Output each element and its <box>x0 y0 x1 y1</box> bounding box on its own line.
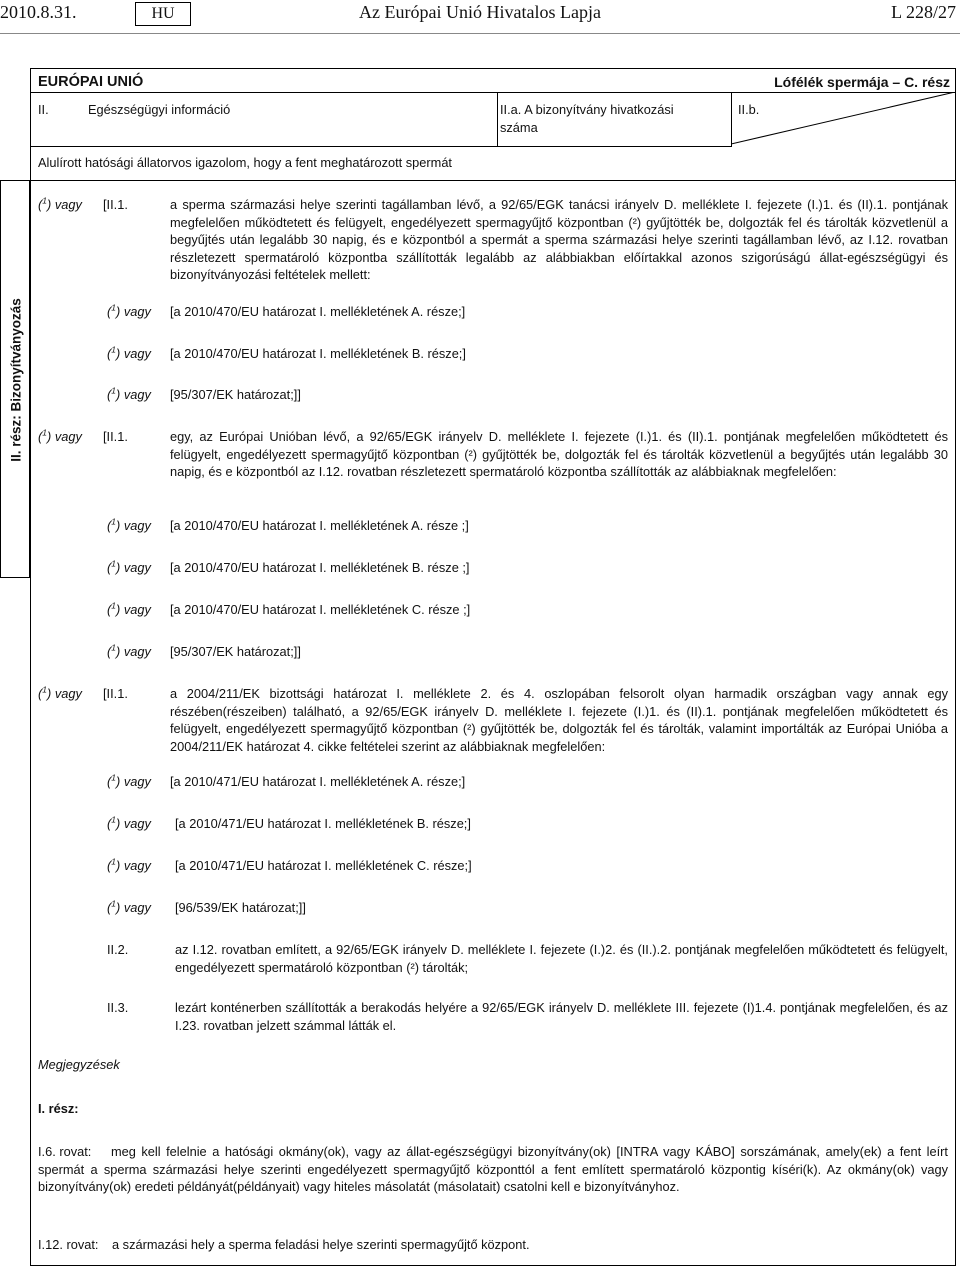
item-number: II.2. <box>107 942 129 957</box>
attestation-rule <box>30 180 956 181</box>
section-2-option: [95/307/EK határozat;]] <box>170 644 301 659</box>
header-col-divider-1 <box>497 92 498 146</box>
journal-title: Az Európai Unió Hivatalos Lapja <box>359 2 601 22</box>
notes-heading: Megjegyzések <box>38 1057 120 1072</box>
section-3-number: [II.1. <box>103 686 128 701</box>
section-3-option: [a 2010/471/EU határozat I. mellékletének B. része;] <box>175 816 471 831</box>
section-3-option: [a 2010/471/EU határozat I. mellékletének A. része;] <box>170 774 466 789</box>
section-2-text: egy, az Európai Unióban lévő, a 92/65/EGK irányelv D. melléklete I. fejezete (I.)1. és (II).1. pontjának megfelelően működtetett és felügyelt, engedélyezett spermagyűjtő központban (²) gyűjtötték be, dolgozták fel és tárolták közvetlenül a begyűjtés után legalább 30 napig, és e központból az I.12. rovatban részletezett spermatároló központba szállították az alábbiaknak megfelelően: <box>170 429 948 480</box>
form-title: Lófélék spermája – C. rész <box>774 74 950 90</box>
section-3-option: [96/539/EK határozat;]] <box>175 900 306 915</box>
attestation-text: Alulírott hatósági állatorvos igazolom, hogy a fent meghatározott spermát <box>38 155 452 170</box>
or-marker: ($^1$) vagy <box>107 814 151 831</box>
section-2-number: [II.1. <box>103 429 128 444</box>
org-label: EURÓPAI UNIÓ <box>38 74 144 90</box>
reference-diagonal <box>731 92 956 146</box>
section-3-option: [a 2010/471/EU határozat I. mellékletének C. része;] <box>175 858 472 873</box>
section-2-option: [a 2010/470/EU határozat I. mellékletének C. része ;] <box>170 602 471 617</box>
section-2-option: [a 2010/470/EU határozat I. mellékletének B. része ;] <box>170 560 470 575</box>
or-marker: ($^1$) vagy <box>38 684 82 701</box>
or-marker: ($^1$) vagy <box>107 772 151 789</box>
item-number: II.3. <box>107 1000 129 1015</box>
section-1-option: [a 2010/470/EU határozat I. mellékletének B. része;] <box>170 346 466 361</box>
item-text: lezárt konténerben szállították a berakodás helyére a 92/65/EGK irányelv D. melléklete III. fejezete (I)1.4. pontjának megfelelően, és az I.23. rovatban jelzett számmal látták el. <box>175 1000 948 1033</box>
or-marker: ($^1$) vagy <box>38 195 82 212</box>
section-1-option: [a 2010/470/EU határozat I. mellékletének A. része;] <box>170 304 466 319</box>
or-marker: ($^1$) vagy <box>107 516 151 533</box>
language-code-box: HU <box>135 2 191 26</box>
section-3-text: a 2004/211/EK bizottsági határozat I. melléklete 2. és 4. oszlopában felsorolt olyan harmadik országban vagy annak egy részében(részeiben) található, a 92/65/EGK irányelv D. melléklete I. fejezete (I.)1. és (II).1. pontjának megfelelően működtetett és felügyelt, engedélyezett spermagyűjtő központban (²) gyűjtötték be, dolgozták fel és tárolták, valamint importálták az Európai Unióba a 2004/211/EK határozat 4. cikke feltételei szerint az alábbiaknak megfelelően: <box>170 686 948 754</box>
section-1-text: a sperma származási helye szerinti tagállamban lévő, a 92/65/EGK tanácsi irányelv D. melléklete I. fejezete (I.)1. és (II).1. pontjának megfelelően működtetett és felügyelt, engedélyezett spermagyűjtő központban (²) gyűjtötték be, dolgozták fel és tárolták közvetlenül a begyűjtés után legalább 30 napig, és e központból a spermát a sperma származási helye szerinti tagállamban lévő, az I.12. rovatban részletezett spermatároló központba szállították legalább az alábbiakban előírtakkal azonos szigorúságú állat-egészségügyi és bizonyítványozási feltételek mellett: <box>170 197 948 283</box>
page-reference: L 228/27 <box>891 2 956 22</box>
section-label: Egészségügyi információ <box>88 102 231 117</box>
or-marker: ($^1$) vagy <box>107 600 151 617</box>
reference-number-label: II.a. A bizonyítvány hivatkozási száma <box>500 102 674 135</box>
section-number: II. <box>38 102 49 117</box>
or-marker: ($^1$) vagy <box>107 385 151 402</box>
note-text: meg kell felelnie a hatósági okmány(ok), vagy az állat-egészségügyi bizonyítvány(ok) [INTRA vagy KÁBO] sorszámának, amely(ek) a fent leírt spermát a sperma származási helye szerinti engedélyezett spermagyűjtő központtól a fent említett spermatároló központig kíséri(k). Az okmány(ok) vagy bizonyítvány(ok) eredeti példányát(példányait) vagy hiteles másolatát (másolatait) csatolni kell e bizonyítványhoz. <box>38 1144 948 1195</box>
note-text: a származási hely a sperma feladási helye szerinti spermagyűjtő központ. <box>112 1237 530 1252</box>
part-sidebar <box>0 180 30 578</box>
or-marker: ($^1$) vagy <box>107 558 151 575</box>
sidebar-label: II. rész: Bizonyítványozás <box>8 298 24 462</box>
item-text: az I.12. rovatban említett, a 92/65/EGK irányelv D. melléklete I. fejezete (I.)2. és (II.).2. pontjának megfelelően működtetett és felügyelt, engedélyezett spermatároló központban (²) tárolták; <box>175 942 948 975</box>
header-table-bottom <box>30 146 732 147</box>
or-marker: ($^1$) vagy <box>38 427 82 444</box>
notes-part-heading: I. rész: <box>38 1101 79 1116</box>
or-marker: ($^1$) vagy <box>107 642 151 659</box>
publication-date: 2010.8.31. <box>0 2 77 22</box>
section-2-option: [a 2010/470/EU határozat I. mellékletének A. része ;] <box>170 518 469 533</box>
or-marker: ($^1$) vagy <box>107 302 151 319</box>
section-1-number: [II.1. <box>103 197 128 212</box>
or-marker: ($^1$) vagy <box>107 344 151 361</box>
header-rule <box>0 33 960 34</box>
or-marker: ($^1$) vagy <box>107 856 151 873</box>
note-label: I.6. rovat: <box>38 1144 92 1159</box>
section-1-option: [95/307/EK határozat;]] <box>170 387 301 402</box>
subsection-label: II.b. <box>738 102 760 117</box>
note-label: I.12. rovat: <box>38 1237 99 1252</box>
or-marker: ($^1$) vagy <box>107 898 151 915</box>
